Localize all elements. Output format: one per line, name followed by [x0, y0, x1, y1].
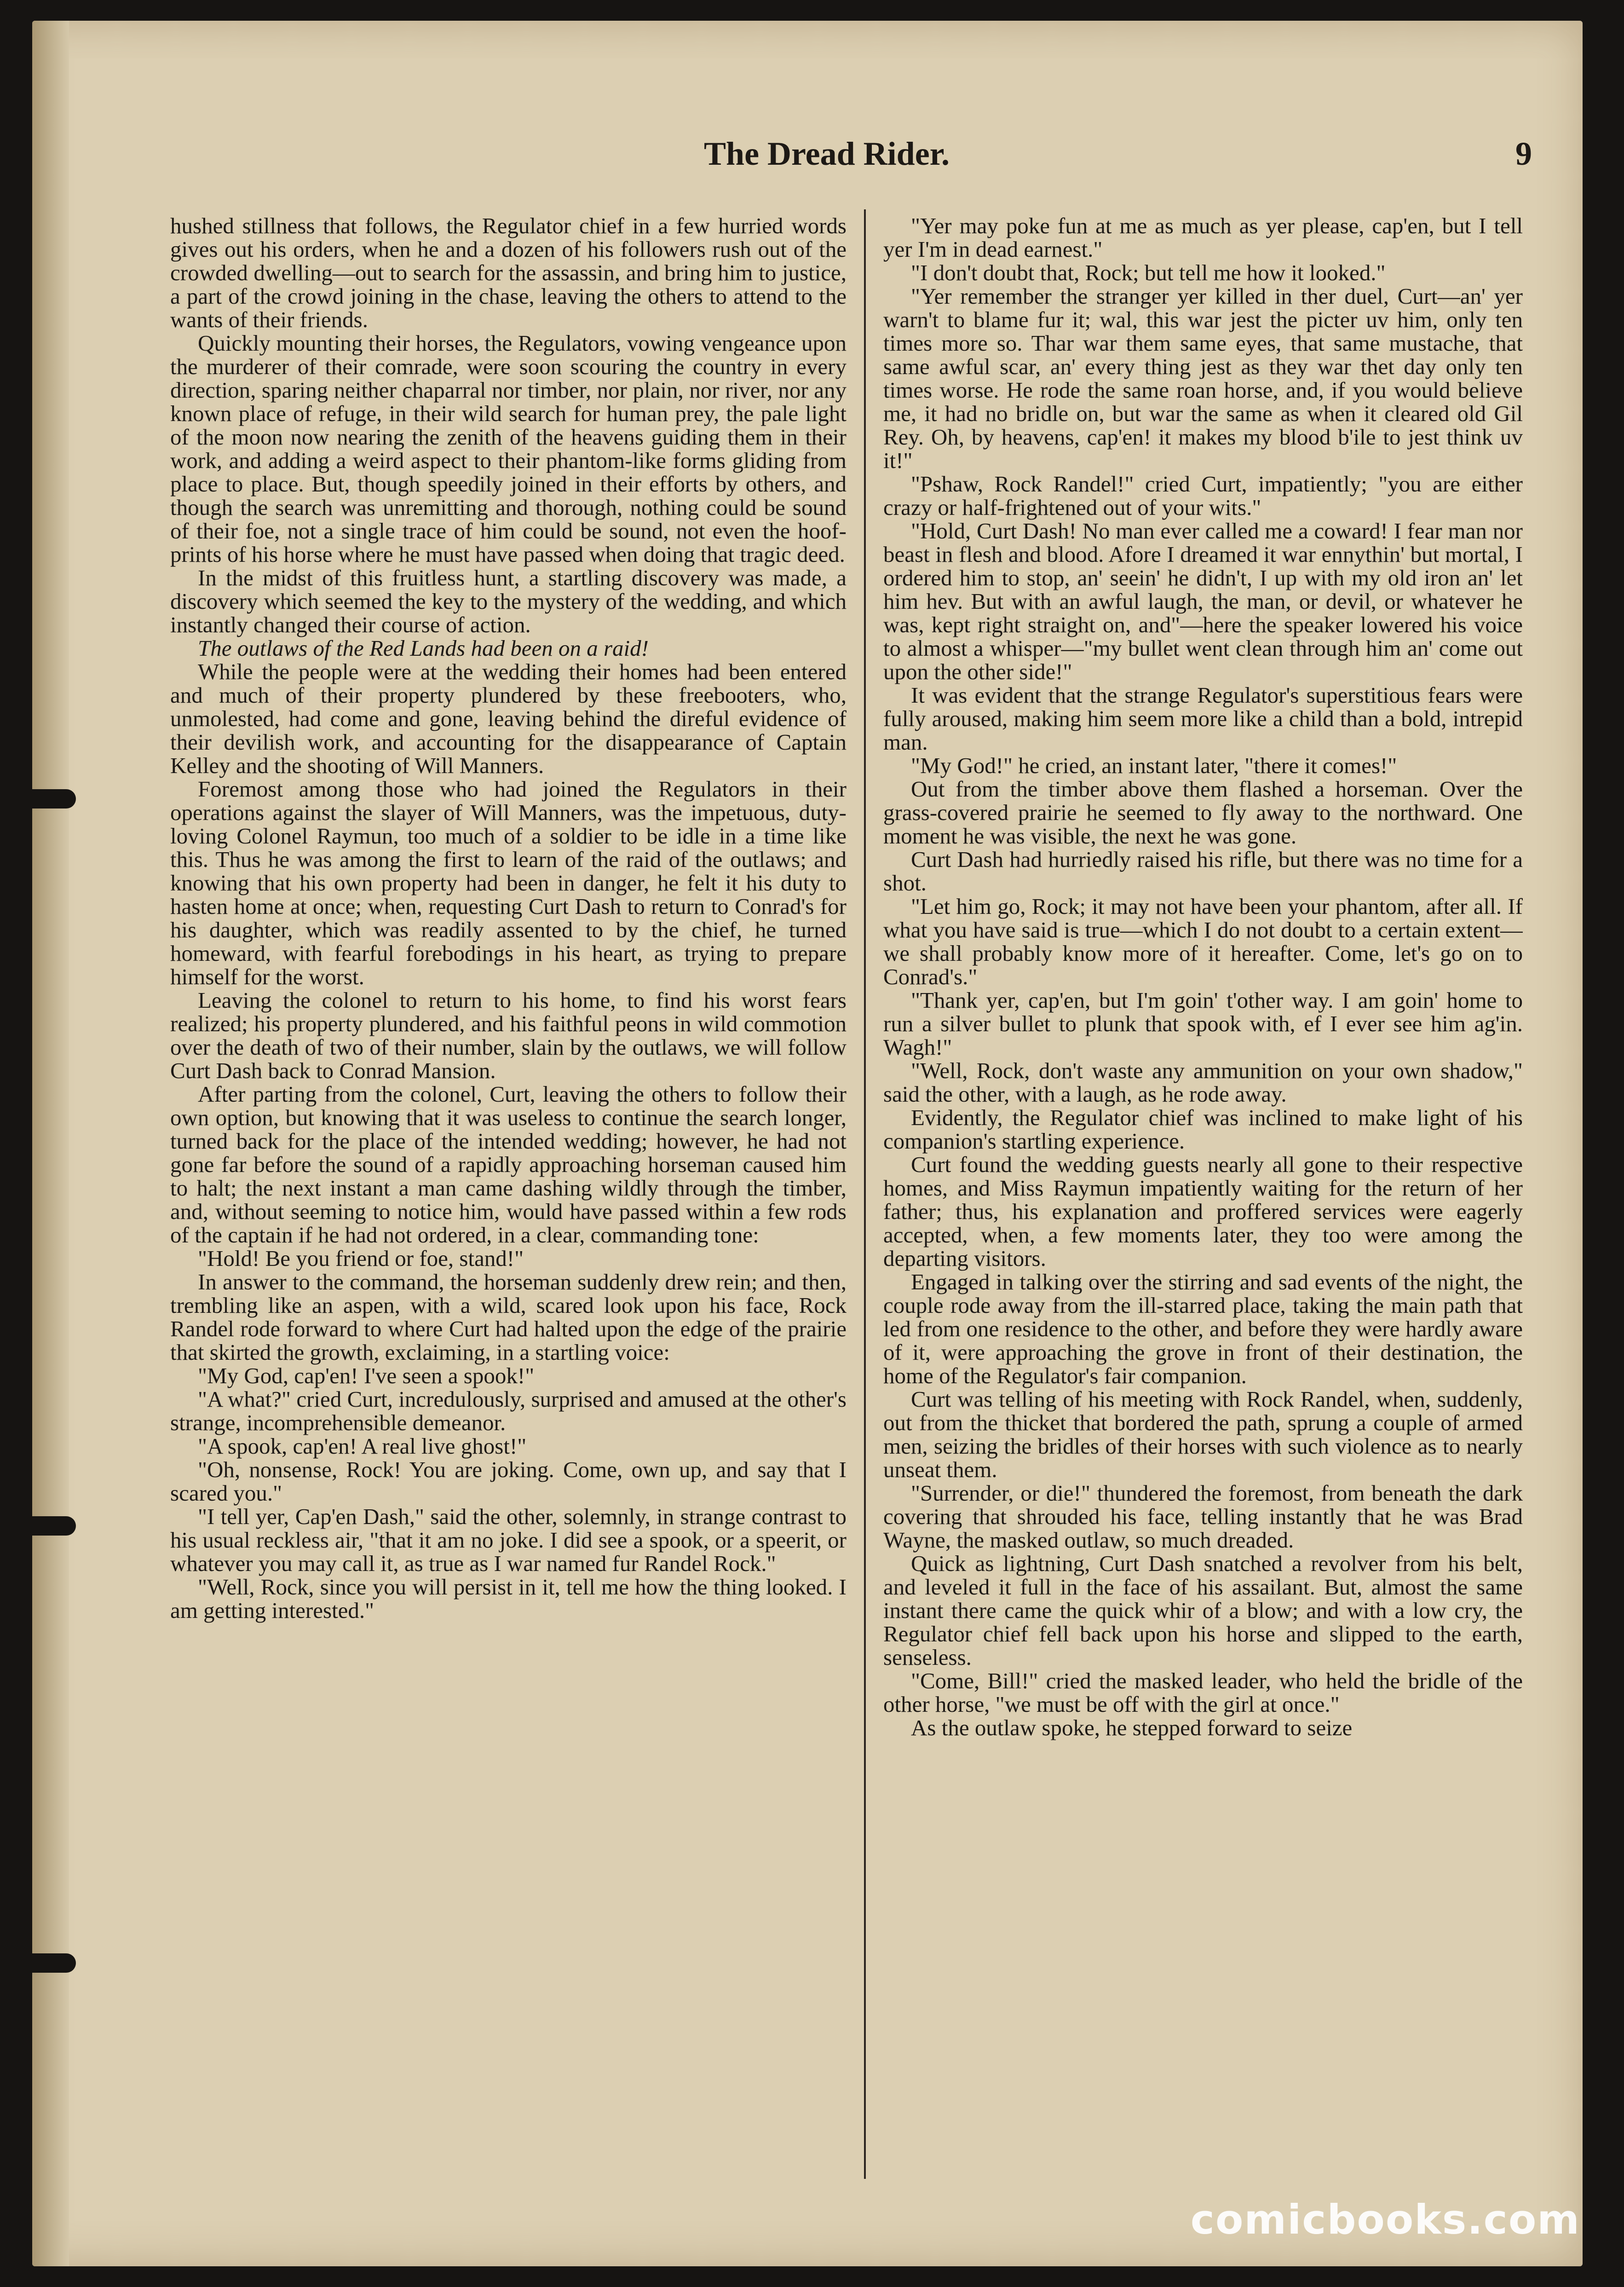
paragraph: "Surrender, or die!" thundered the foremost, from beneath the dark covering that shrouded his face, telling instantly that he was Brad Wayne, the masked outlaw, so much dreaded. — [883, 1480, 1523, 1553]
paragraph: Quickly mounting their horses, the Regulators, vowing vengeance upon the murderer of their comrade, were soon scouring the country in every direction, sparing neither chaparral nor timber, nor plain, nor river, nor any known place of refuge, in their wild search for human prey, the pale light of the moon now nearing the zenith of the heavens guiding them in their work, and adding a weird aspect to their phantom-like forms gliding from place to place. But, though speedily joined in their efforts by others, and though the search was unremitting and thorough, nothing could be sound of their foe, not a single trace of him could be sound, not even the hoof-prints of his horse where he must have passed when doing that tragic deed. — [170, 330, 847, 567]
paragraph: "Well, Rock, since you will persist in it, tell me how the thing looked. I am getting interested." — [170, 1574, 847, 1623]
paragraph: After parting from the colonel, Curt, leaving the others to follow their own option, but knowing that it was useless to continue the search longer, turned back for the place of the intended wedding; however, he had not gone far before the sound of a rapidly approaching horseman caused him to halt; the next instant a man came dashing wildly through the timber, and, without seeming to notice him, would have passed within a few rods of the captain if he had not ordered, in a clear, commanding tone: — [170, 1081, 847, 1247]
paragraph: "My God, cap'en! I've seen a spook!" — [198, 1363, 535, 1388]
binding-hole — [32, 789, 76, 809]
right-text-column — [883, 214, 1523, 2165]
paragraph: "Thank yer, cap'en, but I'm goin' t'other way. I am goin' home to run a silver bullet to plunk that spook with, ef I ever see him ag'in. Wagh!" — [883, 988, 1523, 1060]
left-text-column — [170, 214, 847, 2165]
paragraph: hushed stillness that follows, the Regulator chief in a few hurried words gives out his orders, when he and a dozen of his followers rush out of the crowded dwelling—out to search for the assassin, and bring him to justice, a part of the crowd joining in the chase, leaving the others to attend to the wants of their friends. — [170, 214, 847, 332]
watermark: comicbooks.com — [1190, 2196, 1580, 2243]
paragraph: "Hold, Curt Dash! No man ever called me a coward! I fear man nor beast in flesh and blood. Afore I dreamed it war ennythin' but mortal, I ordered him to stop, an' seein' he didn't, I up with my old iron an' let him hev. But with an awful laugh, the man, or devil, or whatever he was, kept right straight on, and"—here the speaker lowered his voice to almost a whisper—"my bullet went clean through him an' come out upon the other side!" — [883, 518, 1523, 684]
page-number: 9 — [1515, 135, 1532, 172]
paragraph: Engaged in talking over the stirring and sad events of the night, the couple rode away from the ill-starred place, taking the main path that led from one residence to the other, and before they were hardly aware of it, were approaching the grove in front of their destination, the home of the Regulator's fair companion. — [883, 1269, 1523, 1388]
paragraph: "My God!" he cried, an instant later, "there it comes!" — [911, 753, 1397, 778]
paragraph: "Yer may poke fun at me as much as yer please, cap'en, but I tell yer I'm in dead earnest." — [883, 214, 1523, 262]
running-title: The Dread Rider. — [704, 135, 950, 172]
paragraph: In answer to the command, the horseman suddenly drew rein; and then, trembling like an aspen, with a wild, scared look upon his face, Rock Randel rode forward to where Curt had halted upon the edge of the prairie that skirted the growth, exclaiming, in a startling voice: — [170, 1269, 847, 1365]
paragraph: Quick as lightning, Curt Dash snatched a revolver from his belt, and leveled it full in the face of his assailant. But, almost the same instant there came the quick whir of a blow; and with a low cry, the Regulator chief fell back upon his horse and slipped to the earth, senseless. — [883, 1551, 1523, 1670]
paragraph: Leaving the colonel to return to his home, to find his worst fears realized; his property plundered, and his faithful peons in wild commotion over the death of two of their number, slain by the outlaws, we will follow Curt Dash back to Conrad Mansion. — [170, 988, 847, 1083]
paragraph: In the midst of this fruitless hunt, a startling discovery was made, a discovery which seemed the key to the mystery of the wedding, and which instantly changed their course of action. — [170, 565, 847, 637]
paragraph: "A spook, cap'en! A real live ghost!" — [198, 1433, 527, 1459]
paragraph: "Yer remember the stranger yer killed in ther duel, Curt—an' yer warn't to blame fur it; wal, this war jest the picter uv him, only ten times more so. Thar war them same eyes, that same mustache, that same awful scar, an' every thing jest as they war thet day only ten times worse. He rode the same roan horse, and, if you would believe me, it had no bridle on, but war the same as when it cleared old Gil Rey. Oh, by heavens, cap'en! it makes my blood b'ile to jest think uv it!" — [883, 283, 1523, 473]
book-page — [32, 21, 1583, 2266]
paragraph: "Let him go, Rock; it may not have been your phantom, after all. If what you have said is true—which I do not doubt to a certain extent—we shall probably know more of it hereafter. Come, let's go on to Conrad's." — [883, 894, 1523, 989]
paragraph: Out from the timber above them flashed a horseman. Over the grass-covered prairie he seemed to fly away to the northward. One moment he was visible, the next he was gone. — [883, 776, 1523, 849]
paragraph: "Well, Rock, don't waste any ammunition on your own shadow," said the other, with a laugh, as he rode away. — [883, 1058, 1523, 1107]
paragraph: "Hold! Be you friend or foe, stand!" — [198, 1246, 524, 1271]
paragraph: Curt found the wedding guests nearly all gone to their respective homes, and Miss Raymun impatiently waiting for the return of her father; thus, his explanation and proffered services were eagerly accepted, when, a few moments later, they too were among the departing visitors. — [883, 1152, 1523, 1271]
paragraph: "Come, Bill!" cried the masked leader, who held the bridle of the other horse, "we must be off with the girl at once." — [883, 1668, 1523, 1717]
binding-hole — [32, 1516, 76, 1536]
paragraph: "I tell yer, Cap'en Dash," said the other, solemnly, in strange contrast to his usual reckless air, "that it am no joke. I did see a spook, or a speerit, or whatever you may call it, as true as I war named fur Randel Rock." — [170, 1504, 847, 1576]
paragraph: Foremost among those who had joined the Regulators in their operations against the slayer of Will Manners, was the impetuous, duty-loving Colonel Raymun, too much of a soldier to be idle in a time like this. Thus he was among the first to learn of the raid of the outlaws; and knowing that his own property had been in danger, he felt it his duty to hasten home at once; when, requesting Curt Dash to return to Conrad's for his daughter, which was readily assented to by the chief, he turned homeward, with fearful forebodings in his heart, as trying to prepare himself for the worst. — [170, 776, 847, 989]
column-divider — [864, 209, 866, 2179]
paragraph: "Pshaw, Rock Randel!" cried Curt, impatiently; "you are either crazy or half-frightened out of your wits." — [883, 471, 1523, 520]
page-header — [704, 135, 1532, 185]
paragraph: Evidently, the Regulator chief was inclined to make light of his companion's startling experience. — [883, 1105, 1523, 1154]
binding-hole — [32, 1953, 76, 1973]
paragraph: Curt was telling of his meeting with Rock Randel, when, suddenly, out from the thicket that bordered the path, sprung a couple of armed men, seizing the bridles of their horses with such violence as to nearly unseat them. — [883, 1386, 1523, 1482]
paragraph: Curt Dash had hurriedly raised his rifle, but there was no time for a shot. — [883, 847, 1523, 895]
paragraph: The outlaws of the Red Lands had been on a raid! — [198, 635, 649, 661]
binding-edge — [32, 21, 69, 2266]
paragraph: As the outlaw spoke, he stepped forward to seize — [911, 1715, 1353, 1740]
paragraph: It was evident that the strange Regulator's superstitious fears were fully aroused, making him seem more like a child than a bold, intrepid man. — [883, 682, 1523, 755]
paragraph: "Oh, nonsense, Rock! You are joking. Come, own up, and say that I scared you." — [170, 1457, 847, 1506]
paragraph: While the people were at the wedding their homes had been entered and much of their property plundered by these freebooters, who, unmolested, had come and gone, leaving behind the direful evidence of their devilish work, and accounting for the disappearance of Captain Kelley and the shooting of Will Manners. — [170, 659, 847, 778]
paragraph: "I don't doubt that, Rock; but tell me how it looked." — [911, 260, 1386, 285]
paragraph: "A what?" cried Curt, incredulously, surprised and amused at the other's strange, incomprehensible demeanor. — [170, 1386, 847, 1435]
